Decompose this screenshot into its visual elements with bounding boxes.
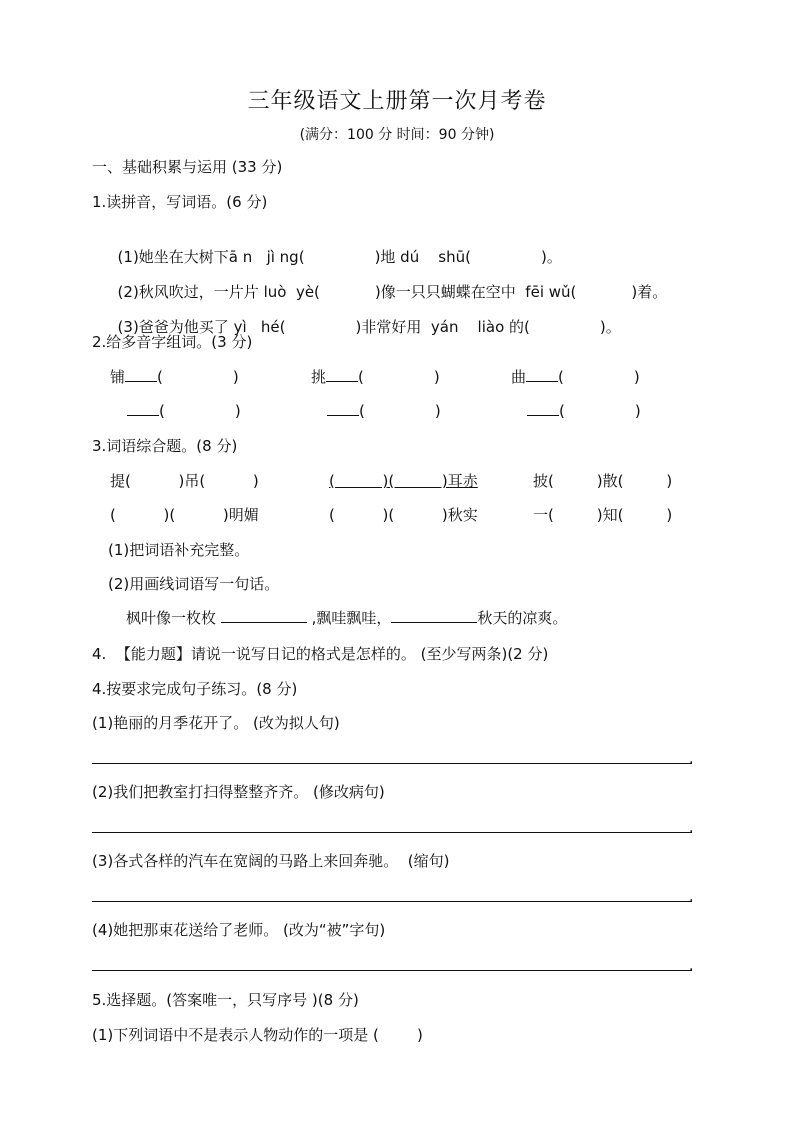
question-4-heading: 4.按要求完成句子练习。(8 分)	[92, 680, 298, 698]
sentence-task-1: (1)艳丽的月季花开了。 (改为拟人句)	[92, 714, 340, 732]
question-1-line-2-part-c: )着。	[631, 283, 668, 301]
question-4-ability: 4. 【能力题】请说一说写日记的格式是怎样的。 (至少写两条)(2 分)	[92, 645, 549, 663]
answer-line[interactable]	[92, 901, 692, 902]
section-heading: 一、基础积累与运用 (33 分)	[92, 158, 283, 176]
sentence-part: 秋天的凉爽。	[477, 609, 568, 627]
question-1-heading: 1.读拼音，写词语。(6 分)	[92, 193, 268, 211]
question-2-heading: 2.给多音字组词。(3 分)	[92, 333, 253, 351]
question-3-heading: 3.词语综合题。(8 分)	[92, 437, 238, 455]
question-3-sentence	[126, 608, 567, 628]
question-1-line-1-part-b: )地 dú shū(	[374, 248, 471, 266]
idiom-blank-underlined: ( )( )耳赤	[329, 472, 478, 490]
question-1-line-1	[108, 227, 562, 267]
exam-info: (满分：100 分 时间：90 分钟)	[299, 127, 495, 143]
question-1-line-3-part-b: )非常好用 yán liào 的(	[355, 318, 530, 336]
question-1-line-1-part-a: (1)她坐在大树下ā n jì ng(	[117, 248, 305, 266]
line-end-dot: .	[689, 889, 694, 905]
question-2-row-2: ( )	[127, 401, 241, 421]
idiom-blank: 一( )知( )	[533, 506, 673, 524]
question-2-row-1: 铺 ( )	[110, 368, 239, 386]
question-3-sub-2: (2)用画线词语写一句话。	[108, 575, 280, 593]
answer-line[interactable]	[92, 970, 692, 971]
question-1-line-3	[108, 297, 621, 337]
sentence-part: 枫叶像一枚枚	[126, 609, 217, 627]
sentence-task-4: (4)她把那束花送给了老师。 (改为“被”字句)	[92, 921, 386, 939]
line-end-dot: .	[689, 751, 694, 767]
question-5-heading: 5.选择题。(答案唯一，只写序号 )(8 分)	[92, 991, 359, 1009]
sentence-task-3: (3)各式各样的汽车在宽阔的马路上来回奔驰。 (缩句)	[92, 852, 450, 870]
polyphone-char: 铺	[110, 368, 126, 386]
polyphone-char: 挑	[311, 368, 327, 386]
idiom-blank: 披( )散( )	[533, 472, 673, 490]
question-2-row-1: 曲 ( )	[511, 368, 640, 386]
idiom-blank: ( )( )明媚	[110, 506, 259, 524]
question-5-item-1: (1)下列词语中不是表示人物动作的一项是 ( )	[92, 1026, 423, 1044]
answer-line[interactable]	[92, 763, 692, 764]
question-1-line-1-part-c: )。	[540, 248, 562, 266]
answer-line[interactable]	[92, 832, 692, 833]
question-2-row-2: ( )	[327, 401, 441, 421]
question-2-row-2: ( )	[527, 401, 641, 421]
polyphone-char: 曲	[511, 368, 527, 386]
question-1-line-3-part-c: )。	[599, 318, 621, 336]
line-end-dot: .	[689, 958, 694, 974]
question-1-line-3-part-a: (3)爸爸为他买了 yì hé(	[117, 318, 286, 336]
question-2-row-1: 挑 ( )	[311, 368, 440, 386]
idiom-blank: ( )( )秋实	[329, 506, 478, 524]
sentence-part: ,飘哇飘哇，	[306, 609, 392, 627]
question-1-line-2-part-a: (2)秋风吹过，一片片 luò yè(	[117, 283, 320, 301]
sentence-task-2: (2)我们把教室打扫得整整齐齐。 (修改病句)	[92, 783, 385, 801]
question-3-sub-1: (1)把词语补充完整。	[108, 541, 250, 559]
question-1-line-2-part-b: )像一只只蝴蝶在空中 fēi wǔ(	[374, 283, 577, 301]
page-title: 三年级语文上册第一次月考卷	[247, 89, 547, 114]
line-end-dot: .	[689, 820, 694, 836]
idiom-blank: 提( )吊( )	[110, 472, 259, 490]
question-1-line-2	[108, 262, 667, 302]
